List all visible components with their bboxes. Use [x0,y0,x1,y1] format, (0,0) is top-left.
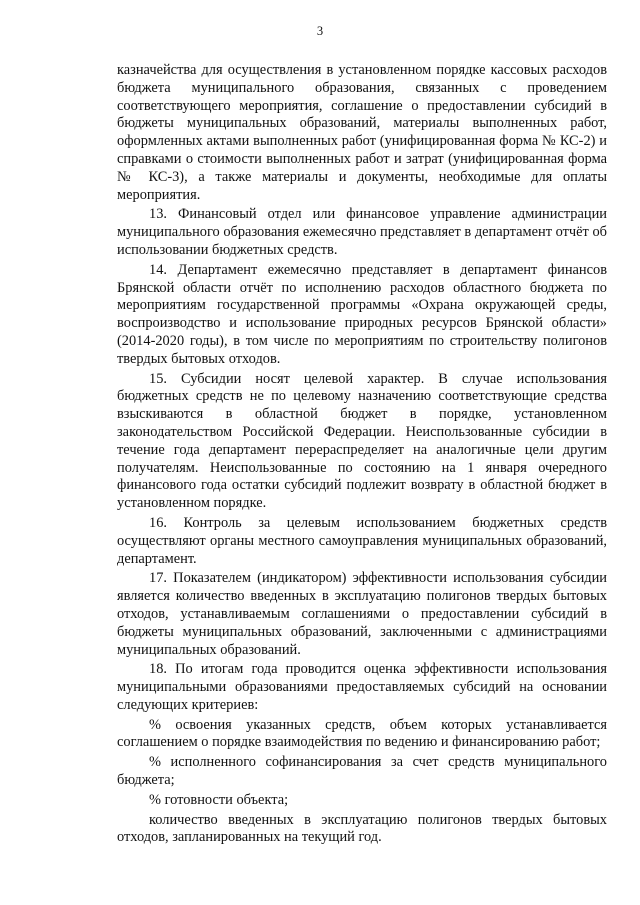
paragraph-15: 15. Субсидии носят целевой характер. В случае использования бюджетных средств не по целевому назначению соответствующие средства взыскиваются в областной бюджет в порядке, установленном законодательством Российской Федерации. Неиспользованные субсидии в течение года департамент перераспределяет на аналогичные цели другим получателям. Неиспользованные по состоянию на 1 января очередного финансового года остатки субсидий подлежит возврату в областной бюджет в установленном порядке. [117,370,607,512]
paragraph-18: 18. По итогам года проводится оценка эффективности использования муниципальными образованиями предоставляемых субсидий на основании следующих критериев: [117,661,607,713]
criterion-funds-usage: % освоения указанных средств, объем которых устанавливается соглашением о порядке взаимодействия по ведению и финансированию работ; [117,716,607,751]
paragraph-continuation: казначейства для осуществления в установленном порядке кассовых расходов бюджета муниципального образования, связанных с проведением соответствующего мероприятия, соглашение о предоставлении субсидий в бюджеты муниципальных образований, материалы выполненных работ, оформленных актами выполненных работ (унифицированная форма № КС-2) и справками о стоимости выполненных работ и затрат (унифицированная форма № КС-3), а также материалы и документы, необходимые для оплаты мероприятия. [117,62,607,203]
paragraph-13: 13. Финансовый отдел или финансовое управление администрации муниципального образования ежемесячно представляет в департамент отчёт об использовании бюджетных средств. [117,206,607,258]
paragraph-17: 17. Показателем (индикатором) эффективности использования субсидии является количество введенных в эксплуатацию полигонов твердых бытовых отходов, устанавливаемым соглашениями о предоставлении субсидий в бюджеты муниципальных образований, заключенными с администрациями муниципальных образований. [117,570,607,658]
criterion-object-readiness: % готовности объекта; [149,791,289,808]
page-number: 3 [316,24,324,38]
document-body [117,62,607,849]
criterion-cofinancing: % исполненного софинансирования за счет средств муниципального бюджета; [117,754,607,789]
paragraph-14: 14. Департамент ежемесячно представляет в департамент финансов Брянской области отчёт по исполнению расходов областного бюджета по мероприятиям государственной программы «Охрана окружающей среды, воспроизводство и использование природных ресурсов Брянской области» (2014-2020 годы), в том числе по мероприятиям по строительству полигонов твердых бытовых отходов. [117,261,607,367]
paragraph-16: 16. Контроль за целевым использованием бюджетных средств осуществляют органы местного самоуправления муниципальных образований, департамент. [117,514,607,567]
criterion-landfills-count: количество введенных в эксплуатацию полигонов твердых бытовых отходов, запланированных на текущий год. [117,811,607,846]
